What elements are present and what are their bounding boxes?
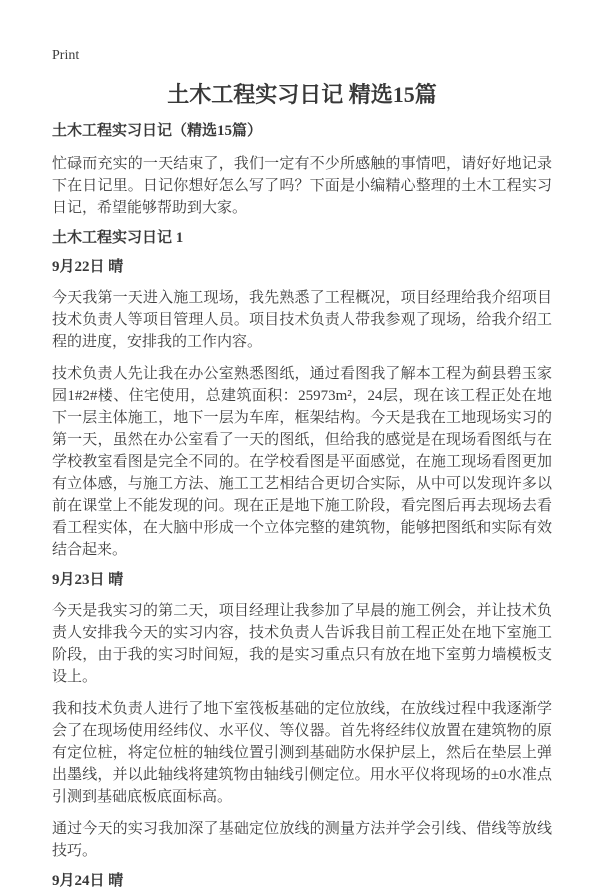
entry-date-sep23: 9月23日 晴 [52,572,124,588]
entry-date-sep22: 9月22日 晴 [52,259,124,275]
entry-sep23-paragraph-1: 今天是我实习的第二天，项目经理让我参加了早晨的施工例会，并让技术负责人安排我今天的实习内容，技术负责人告诉我目前工程正处在地下室施工阶段，由于我的实习时间短，我的是实习重点只有放在地下室剪力墙模板支设上。 [52,603,552,685]
print-link[interactable]: Print [52,48,80,63]
entry-sep23-paragraph-2: 我和技术负责人进行了地下室筏板基础的定位放线，在放线过程中我逐渐学会了在现场使用经纬仪、水平仪、等仪器。首先将经纬仪放置在建筑物的原有定位桩，将定位桩的轴线位置引测到基础防水保护层上，然后在垫层上弹出墨线，并以此轴线将建筑物由轴线引侧定位。用水平仪将现场的±0水准点引测到基础底板底面标高。 [52,701,552,805]
entry-sep22-paragraph-2: 技术负责人先让我在办公室熟悉图纸，通过看图我了解本工程为蓟县碧玉家园1#2#楼、住宅使用，总建筑面积：25973m²，24层，现在该工程正处在地下一层主体施工，地下一层为车库，框架结构。今天是我在工地现场实习的第一天，虽然在办公室看了一天的图纸，但给我的感觉是在现场看图纸与在学校教室看图是完全不同的。在学校看图是平面感觉，在施工现场看图更加有立体感，与施工方法、施工工艺相结合更切合实际，从中可以发现许多以前在课堂上不能发现的问。现在正是地下施工阶段，看完图后再去现场去看看工程实体，在大脑中形成一个立体完整的建筑物，能够把图纸和实际有效结合起来。 [52,366,552,558]
entry-sep23-paragraph-3: 通过今天的实习我加深了基础定位放线的测量方法并学会引线、借线等放线技巧。 [52,821,552,859]
section-title-diary-1: 土木工程实习日记 1 [52,230,184,246]
entry-sep22-paragraph-1: 今天我第一天进入施工现场，我先熟悉了工程概况，项目经理给我介绍项目技术负责人等项目管理人员。项目技术负责人带我参观了现场，给我介绍工程的进度，安排我的工作内容。 [52,290,552,350]
intro-paragraph: 忙碌而充实的一天结束了，我们一定有不少所感触的事情吧，请好好地记录下在日记里。日记你想好怎么写了吗？下面是小编精心整理的土木工程实习日记，希望能够帮助到大家。 [52,156,552,216]
entry-date-sep24: 9月24日 晴 [52,873,124,889]
document-title: 土木工程实习日记 精选15篇 [167,82,437,107]
document-subtitle: 土木工程实习日记（精选15篇） [52,123,263,139]
